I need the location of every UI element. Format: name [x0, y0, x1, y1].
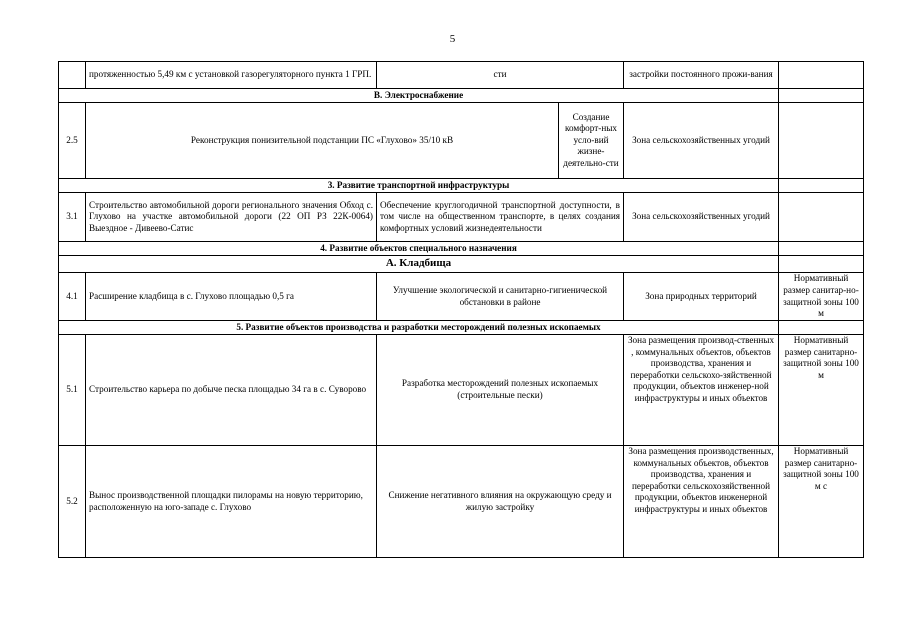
section-heading: В. Электроснабжение: [59, 89, 779, 103]
subsection-heading: А. Кладбища: [59, 256, 779, 273]
purpose-cell: Снижение негативного влияния на окружающую среду и жилую застройку: [377, 446, 624, 558]
note-cell: [779, 62, 864, 89]
empty-cell: [779, 321, 864, 335]
table-row: [59, 62, 864, 89]
purpose-cell: Разработка месторождений полезных ископаемых (строительные пески): [377, 335, 624, 446]
empty-cell: [779, 242, 864, 256]
table-row: [59, 335, 864, 446]
table-row: [59, 273, 864, 321]
row-number: [59, 62, 86, 89]
section-row: [59, 179, 864, 193]
zone-cell: Зона размещения производ-ственных , коммунальных объектов, объектов производства, хранения и переработки сельскохо-зяйственной продукции, объектов инженер-ной инфраструктуры и иных объектов: [624, 335, 779, 446]
table-row: [59, 193, 864, 242]
purpose-cell: Улучшение экологической и санитарно-гигиенической обстановки в районе: [377, 273, 624, 321]
object-cell: Реконструкция понизительной подстанции ПС «Глухово» 35/10 кВ: [86, 103, 559, 179]
section-row: [59, 321, 864, 335]
section-row: [59, 242, 864, 256]
purpose-cell: Создание комфорт-ных усло-вий жизне-деятельно-сти: [559, 103, 624, 179]
section-row: [59, 89, 864, 103]
note-cell: Нормативный размер санитар-но-защитной зоны 100 м: [779, 273, 864, 321]
object-cell: протяженностью 5,49 км с установкой газорегуляторного пункта 1 ГРП.: [86, 62, 377, 89]
zone-cell: Зона сельскохозяйственных угодий: [624, 193, 779, 242]
subsection-row: [59, 256, 864, 273]
table-row: [59, 103, 864, 179]
note-cell: Нормативный размер санитарно-защитной зоны 100 м: [779, 335, 864, 446]
object-cell: Расширение кладбища в с. Глухово площадью 0,5 га: [86, 273, 377, 321]
zone-cell: застройки постоянного прожи-вания: [624, 62, 779, 89]
object-cell: Строительство карьера по добыче песка площадью 34 га в с. Суворово: [86, 335, 377, 446]
page-number: 5: [449, 33, 456, 45]
planning-table: [58, 61, 864, 558]
row-number: 2.5: [59, 103, 86, 179]
zone-cell: Зона природных территорий: [624, 273, 779, 321]
empty-cell: [779, 89, 864, 103]
section-heading: 3. Развитие транспортной инфраструктуры: [59, 179, 779, 193]
section-heading: 4. Развитие объектов специального назначения: [59, 242, 779, 256]
row-number: 5.1: [59, 335, 86, 446]
empty-cell: [779, 179, 864, 193]
note-cell: [779, 103, 864, 179]
purpose-cell: сти: [377, 62, 624, 89]
table-row: [59, 446, 864, 558]
empty-cell: [779, 256, 864, 273]
row-number: 3.1: [59, 193, 86, 242]
purpose-cell: Обеспечение круглогодичной транспортной доступности, в том числе на общественном транспорте, в целях создания комфортных условий жизнедеятельности: [377, 193, 624, 242]
row-number: 4.1: [59, 273, 86, 321]
zone-cell: Зона размещения производственных, коммунальных объектов, объектов производства, хранения и переработки сельскохозяйственной продукции, объектов инженерной инфраструктуры и иных объектов: [624, 446, 779, 558]
note-cell: Нормативный размер санитарно-защитной зоны 100 м с: [779, 446, 864, 558]
object-cell: Строительство автомобильной дороги регионального значения Обход с. Глухово на участке автомобильной дороги (22 ОП РЗ 22К-0064) Выездное - Дивеево-Сатис: [86, 193, 377, 242]
note-cell: [779, 193, 864, 242]
section-heading: 5. Развитие объектов производства и разработки месторождений полезных ископаемых: [59, 321, 779, 335]
zone-cell: Зона сельскохозяйственных угодий: [624, 103, 779, 179]
row-number: 5.2: [59, 446, 86, 558]
object-cell: Вынос производственной площадки пилорамы на новую территорию, расположенную на юго-западе с. Глухово: [86, 446, 377, 558]
